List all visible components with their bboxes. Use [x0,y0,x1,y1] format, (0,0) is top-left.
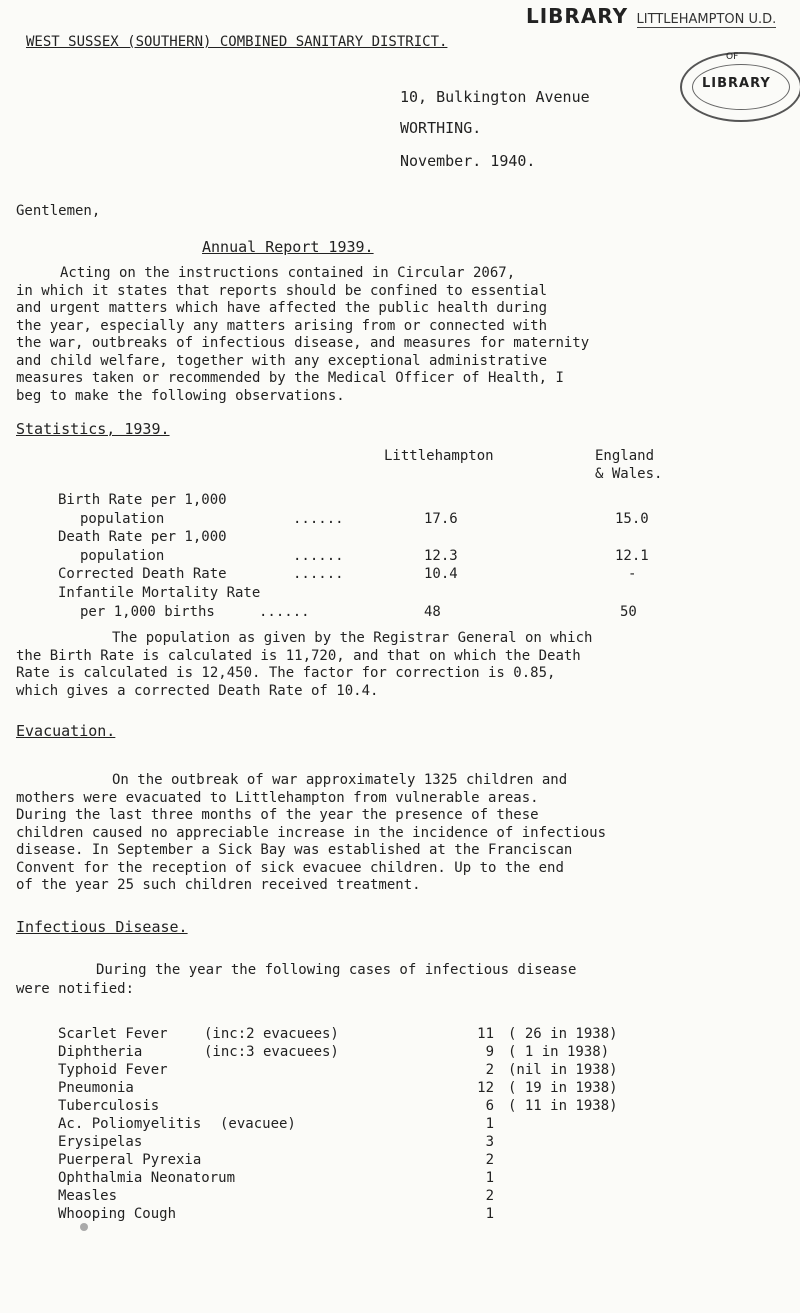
stat-dots: ...... [293,566,344,582]
disease-previous: ( 19 in 1938) [508,1080,618,1096]
library-stamp-top [526,4,776,28]
stat-label: population [80,511,165,527]
infectious-heading: Infectious Disease. [16,918,188,936]
evacuation-line: Convent for the reception of sick evacuee children. Up to the end [16,859,564,876]
stamp-top-text: OF [726,52,739,62]
intro-line: measures taken or recommended by the Medical Officer of Health, I [16,370,564,386]
intro-line: beg to make the following observations. [16,387,345,404]
intro-line: and child welfare, together with any exceptional administrative [16,352,548,369]
disease-count: 3 [485,1134,494,1150]
stat-national: 12.1 [615,548,649,564]
disease-name: Measles [58,1188,118,1204]
col-head-local: Littlehampton [384,448,494,464]
disease-count: 9 [485,1044,494,1060]
intro-line: in which it states that reports should be confined to essential [16,282,548,299]
population-line: the Birth Rate is calculated is 11,720, and that on which the Death [16,647,581,664]
disease-name: Erysipelas [58,1134,143,1150]
population-line: Rate is calculated is 12,450. The factor for correction is 0.85, [16,665,556,681]
intro-line: and urgent matters which have affected the public health during [16,300,548,316]
stat-local: 10.4 [424,566,458,582]
disease-count: 1 [485,1116,494,1132]
disease-count: 1 [485,1206,494,1222]
disease-name: Tuberculosis [58,1098,160,1114]
infectious-intro-2: were notified: [16,981,135,997]
disease-name: Typhoid Fever [58,1062,168,1078]
stat-label: Corrected Death Rate [58,566,227,582]
disease-count: 2 [485,1188,494,1204]
stat-local: 17.6 [424,511,458,527]
library-label: LIBRARY [526,4,629,28]
intro-line: Acting on the instructions contained in Circular 2067, [60,265,516,281]
page-mark [80,1223,88,1231]
evacuation-line: of the year 25 such children received treatment. [16,877,421,893]
infectious-intro-1: During the year the following cases of infectious disease [96,962,577,978]
disease-count: 2 [485,1062,494,1078]
stat-national: - [628,566,637,582]
stat-label: Death Rate per 1,000 [58,529,227,545]
population-line: The population as given by the Registrar General on which [112,630,593,646]
stat-label: Infantile Mortality Rate [58,585,261,601]
disease-count: 12 [477,1080,494,1096]
disease-name: Diphtheria [58,1044,143,1060]
address-date: November. 1940. [400,152,536,170]
evacuation-line: During the last three months of the year the presence of these [16,807,539,823]
population-paragraph [16,630,786,700]
intro-paragraph [16,265,786,405]
population-line: which gives a corrected Death Rate of 10.4. [16,682,379,699]
evacuation-line: mothers were evacuated to Littlehampton from vulnerable areas. [16,789,539,806]
disease-name: Puerperal Pyrexia [58,1152,202,1168]
district-heading: WEST SUSSEX (SOUTHERN) COMBINED SANITARY DISTRICT. [26,34,448,50]
address-line-2: WORTHING. [400,119,482,137]
intro-line: the war, outbreaks of infectious disease, and measures for maternity [16,335,590,351]
disease-count: 2 [485,1152,494,1168]
stat-dots: ...... [293,548,344,564]
col-head-national-1: England [595,448,655,464]
evacuation-line: children caused no appreciable increase in the incidence of infectious [16,824,607,841]
disease-name: Whooping Cough [58,1206,177,1222]
stamp-main-text: LIBRARY [702,76,771,91]
evacuation-line: On the outbreak of war approximately 1325 children and [112,772,568,788]
disease-previous: ( 1 in 1938) [508,1044,610,1060]
evacuation-line: disease. In September a Sick Bay was established at the Franciscan [16,842,573,858]
disease-previous: ( 26 in 1938) [508,1026,618,1042]
disease-note: (inc:3 evacuees) [204,1044,339,1060]
disease-count: 1 [485,1170,494,1186]
col-head-national-2: & Wales. [595,466,663,482]
disease-name: Ac. Poliomyelitis [58,1116,202,1132]
salutation: Gentlemen, [16,203,101,219]
library-circle-stamp [680,52,800,122]
stat-national: 15.0 [615,511,649,527]
address-line-1: 10, Bulkington Avenue [400,88,590,106]
report-title: Annual Report 1939. [202,238,374,256]
disease-name: Pneumonia [58,1080,134,1096]
stat-dots: ...... [293,511,344,527]
disease-note: (evacuee) [220,1116,296,1132]
stat-label: Birth Rate per 1,000 [58,492,227,508]
intro-line: the year, especially any matters arising from or connected with [16,317,548,334]
disease-previous: ( 11 in 1938) [508,1098,618,1114]
handwritten-annotation: LITTLEHAMPTON U.D. [636,12,777,27]
disease-name: Ophthalmia Neonatorum [58,1170,236,1186]
stat-label: population [80,548,165,564]
disease-count: 6 [485,1098,494,1114]
stat-label: per 1,000 births [80,604,215,620]
statistics-heading: Statistics, 1939. [16,420,170,438]
disease-name: Scarlet Fever [58,1026,168,1042]
stat-local: 12.3 [424,548,458,564]
disease-note: (inc:2 evacuees) [204,1026,339,1042]
stat-dots: ...... [259,604,310,620]
disease-previous: (nil in 1938) [508,1062,618,1078]
stat-national: 50 [620,604,637,620]
disease-count: 11 [477,1026,494,1042]
evacuation-heading: Evacuation. [16,722,116,740]
evacuation-paragraph [16,772,786,895]
stat-local: 48 [424,604,441,620]
